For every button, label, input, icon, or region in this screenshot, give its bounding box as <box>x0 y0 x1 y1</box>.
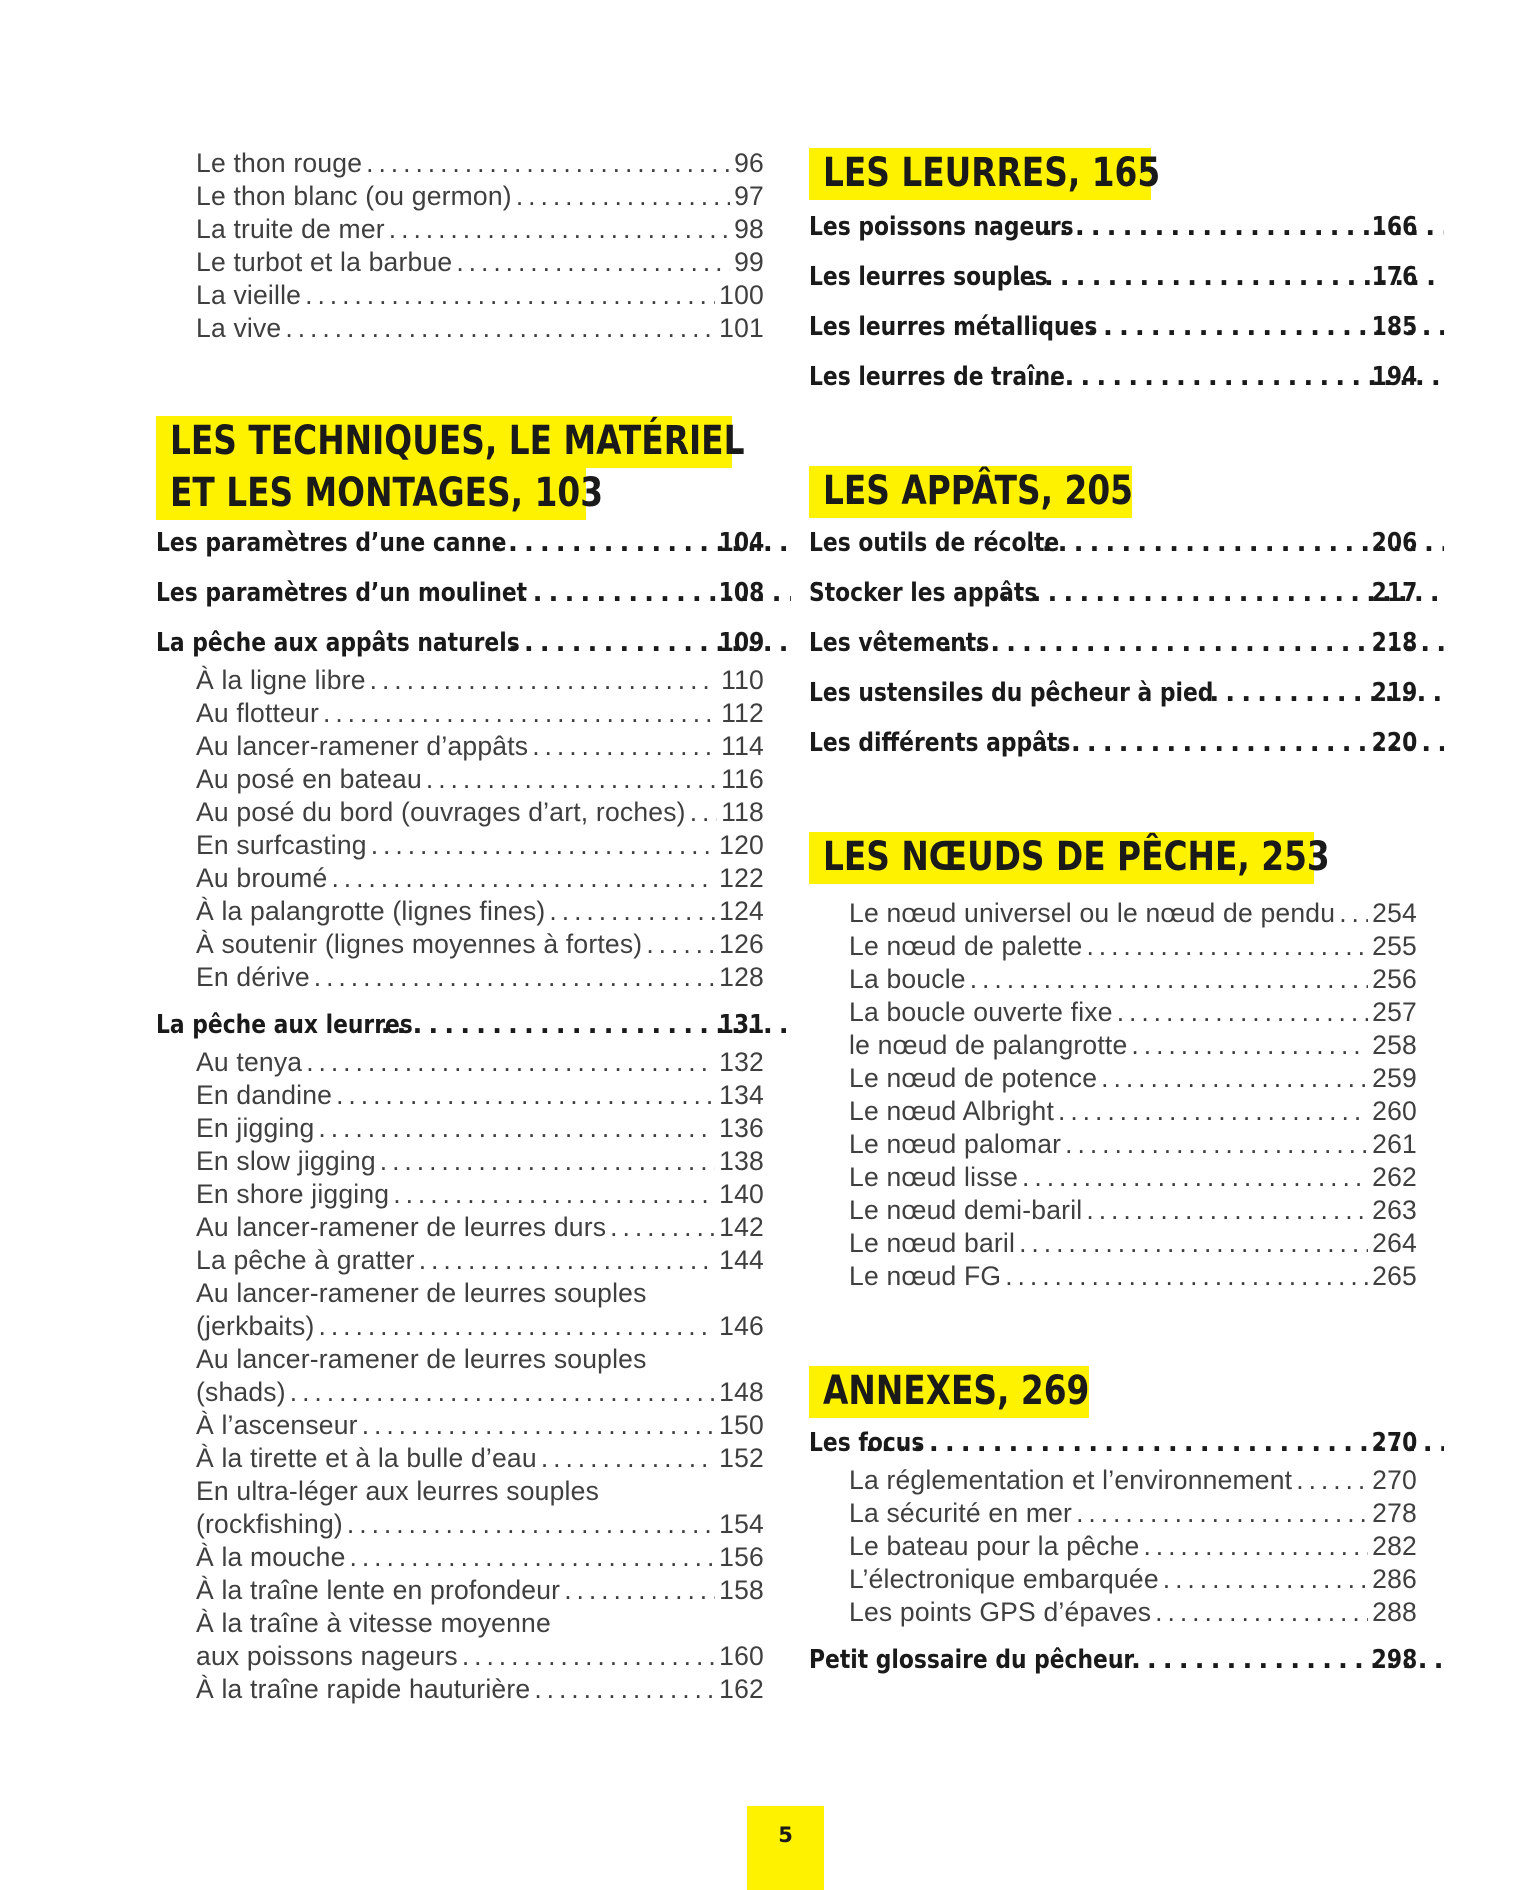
toc-entry[interactable]: Au posé du bord (ouvrages d’art, roches) . . . 118 <box>196 797 764 828</box>
toc-entry[interactable]: Le nœud FG . . . 265 <box>849 1261 1417 1292</box>
toc-entry[interactable]: À la mouche . . . 156 <box>196 1542 764 1573</box>
toc-entry[interactable]: À soutenir (lignes moyennes à fortes) . . . 126 <box>196 929 764 960</box>
toc-entry[interactable]: Le turbot et la barbue . . . 99 <box>196 247 764 278</box>
toc-entry[interactable]: (jerkbaits) . . . 146 <box>196 1311 764 1342</box>
toc-entry[interactable]: Au lancer-ramener de leurres durs . . . 142 <box>196 1212 764 1243</box>
toc-main-entry[interactable]: Les leurres souples . . . 176 <box>809 262 1417 292</box>
toc-entry[interactable]: Le nœud baril . . . 264 <box>849 1228 1417 1259</box>
toc-entry[interactable]: Au posé en bateau . . . 116 <box>196 764 764 795</box>
toc-entry[interactable]: Le nœud universel ou le nœud de pendu . . . 254 <box>849 898 1417 929</box>
toc-entry[interactable]: À l’ascenseur . . . 150 <box>196 1410 764 1441</box>
section-heading-annexes: ANNEXES, 269 <box>809 1366 1089 1418</box>
toc-entry[interactable]: Le nœud palomar . . . 261 <box>849 1129 1417 1160</box>
toc-entry[interactable]: Au tenya . . . 132 <box>196 1047 764 1078</box>
toc-main-entry[interactable]: Les leurres de traîne . . . 194 <box>809 362 1417 392</box>
toc-entry[interactable]: La boucle ouverte fixe . . . 257 <box>849 997 1417 1028</box>
toc-entry[interactable]: (rockfishing) . . . 154 <box>196 1509 764 1540</box>
toc-main-entry[interactable]: La pêche aux leurres . . . 131 <box>156 1010 764 1040</box>
toc-main-entry[interactable]: Les ustensiles du pêcheur à pied . . . 219 <box>809 678 1417 708</box>
toc-entry[interactable]: À la tirette et à la bulle d’eau . . . 152 <box>196 1443 764 1474</box>
page-number: 5 <box>747 1806 824 1890</box>
toc-entry[interactable]: Le thon rouge . . . 96 <box>196 148 764 179</box>
toc-entry-line: En ultra-léger aux leurres souples <box>196 1476 600 1506</box>
toc-entry[interactable]: aux poissons nageurs . . . 160 <box>196 1641 764 1672</box>
toc-entry[interactable]: Les points GPS d’épaves . . . 288 <box>849 1597 1417 1628</box>
toc-entry[interactable]: À la traîne rapide hauturière . . . 162 <box>196 1674 764 1705</box>
toc-main-entry[interactable]: Les vêtements . . . 218 <box>809 628 1417 658</box>
toc-entry[interactable]: Le thon blanc (ou germon) . . . 97 <box>196 181 764 212</box>
toc-entry[interactable]: Le nœud de potence . . . 259 <box>849 1063 1417 1094</box>
toc-entry-line: À la traîne à vitesse moyenne <box>196 1608 551 1638</box>
toc-entry[interactable]: En shore jigging . . . 140 <box>196 1179 764 1210</box>
toc-entry[interactable]: La boucle . . . 256 <box>849 964 1417 995</box>
section-heading-leurres: LES LEURRES, 165 <box>809 148 1151 200</box>
toc-entry[interactable]: (shads) . . . 148 <box>196 1377 764 1408</box>
toc-main-entry[interactable]: Petit glossaire du pêcheur . . . 298 <box>809 1645 1417 1675</box>
toc-entry[interactable]: La pêche à gratter . . . 144 <box>196 1245 764 1276</box>
toc-main-entry[interactable]: Les paramètres d’une canne . . . 104 <box>156 528 764 558</box>
toc-main-entry[interactable]: Les outils de récolte . . . 206 <box>809 528 1417 558</box>
toc-entry[interactable]: La vive . . . 101 <box>196 313 764 344</box>
toc-main-entry[interactable]: Les paramètres d’un moulinet . . . 108 <box>156 578 764 608</box>
section-heading-techniques-line2: ET LES MONTAGES, 103 <box>156 468 586 520</box>
toc-entry[interactable]: En dandine . . . 134 <box>196 1080 764 1111</box>
toc-main-entry[interactable]: La pêche aux appâts naturels . . . 109 <box>156 628 764 658</box>
toc-entry[interactable]: Le nœud lisse . . . 262 <box>849 1162 1417 1193</box>
toc-entry[interactable]: En surfcasting . . . 120 <box>196 830 764 861</box>
toc-entry[interactable]: Au flotteur . . . 112 <box>196 698 764 729</box>
toc-entry[interactable]: À la traîne lente en profondeur . . . 158 <box>196 1575 764 1606</box>
section-heading-appats: LES APPÂTS, 205 <box>809 466 1132 518</box>
toc-entry[interactable]: À la ligne libre . . . 110 <box>196 665 764 696</box>
toc-entry[interactable]: le nœud de palangrotte . . . 258 <box>849 1030 1417 1061</box>
toc-entry[interactable]: Au broumé . . . 122 <box>196 863 764 894</box>
toc-entry-line: Au lancer-ramener de leurres souples <box>196 1344 647 1374</box>
toc-entry[interactable]: L’électronique embarquée . . . 286 <box>849 1564 1417 1595</box>
toc-entry[interactable]: La réglementation et l’environnement . . . 270 <box>849 1465 1417 1496</box>
toc-entry[interactable]: Le nœud de palette . . . 255 <box>849 931 1417 962</box>
toc-entry[interactable]: Au lancer-ramener d’appâts . . . 114 <box>196 731 764 762</box>
toc-main-entry[interactable]: Les focus . . . 270 <box>809 1428 1417 1458</box>
toc-entry[interactable]: En jigging . . . 136 <box>196 1113 764 1144</box>
toc-main-entry[interactable]: Les poissons nageurs . . . 166 <box>809 212 1417 242</box>
toc-entry[interactable]: Le nœud Albright . . . 260 <box>849 1096 1417 1127</box>
toc-entry[interactable]: La vieille . . . 100 <box>196 280 764 311</box>
section-heading-techniques: LES TECHNIQUES, LE MATÉRIEL <box>156 416 732 468</box>
toc-main-entry[interactable]: Les leurres métalliques . . . 185 <box>809 312 1417 342</box>
toc-entry[interactable]: À la palangrotte (lignes fines) . . . 124 <box>196 896 764 927</box>
toc-entry[interactable]: La sécurité en mer . . . 278 <box>849 1498 1417 1529</box>
toc-entry[interactable]: Le bateau pour la pêche . . . 282 <box>849 1531 1417 1562</box>
toc-entry[interactable]: En dérive . . . 128 <box>196 962 764 993</box>
toc-entry[interactable]: En slow jigging . . . 138 <box>196 1146 764 1177</box>
toc-entry[interactable]: La truite de mer . . . 98 <box>196 214 764 245</box>
toc-main-entry[interactable]: Les différents appâts . . . 220 <box>809 728 1417 758</box>
toc-entry[interactable]: Le nœud demi-baril . . . 263 <box>849 1195 1417 1226</box>
toc-entry-line: Au lancer-ramener de leurres souples <box>196 1278 647 1308</box>
section-heading-noeuds: LES NŒUDS DE PÊCHE, 253 <box>809 832 1314 884</box>
toc-main-entry[interactable]: Stocker les appâts . . . 217 <box>809 578 1417 608</box>
